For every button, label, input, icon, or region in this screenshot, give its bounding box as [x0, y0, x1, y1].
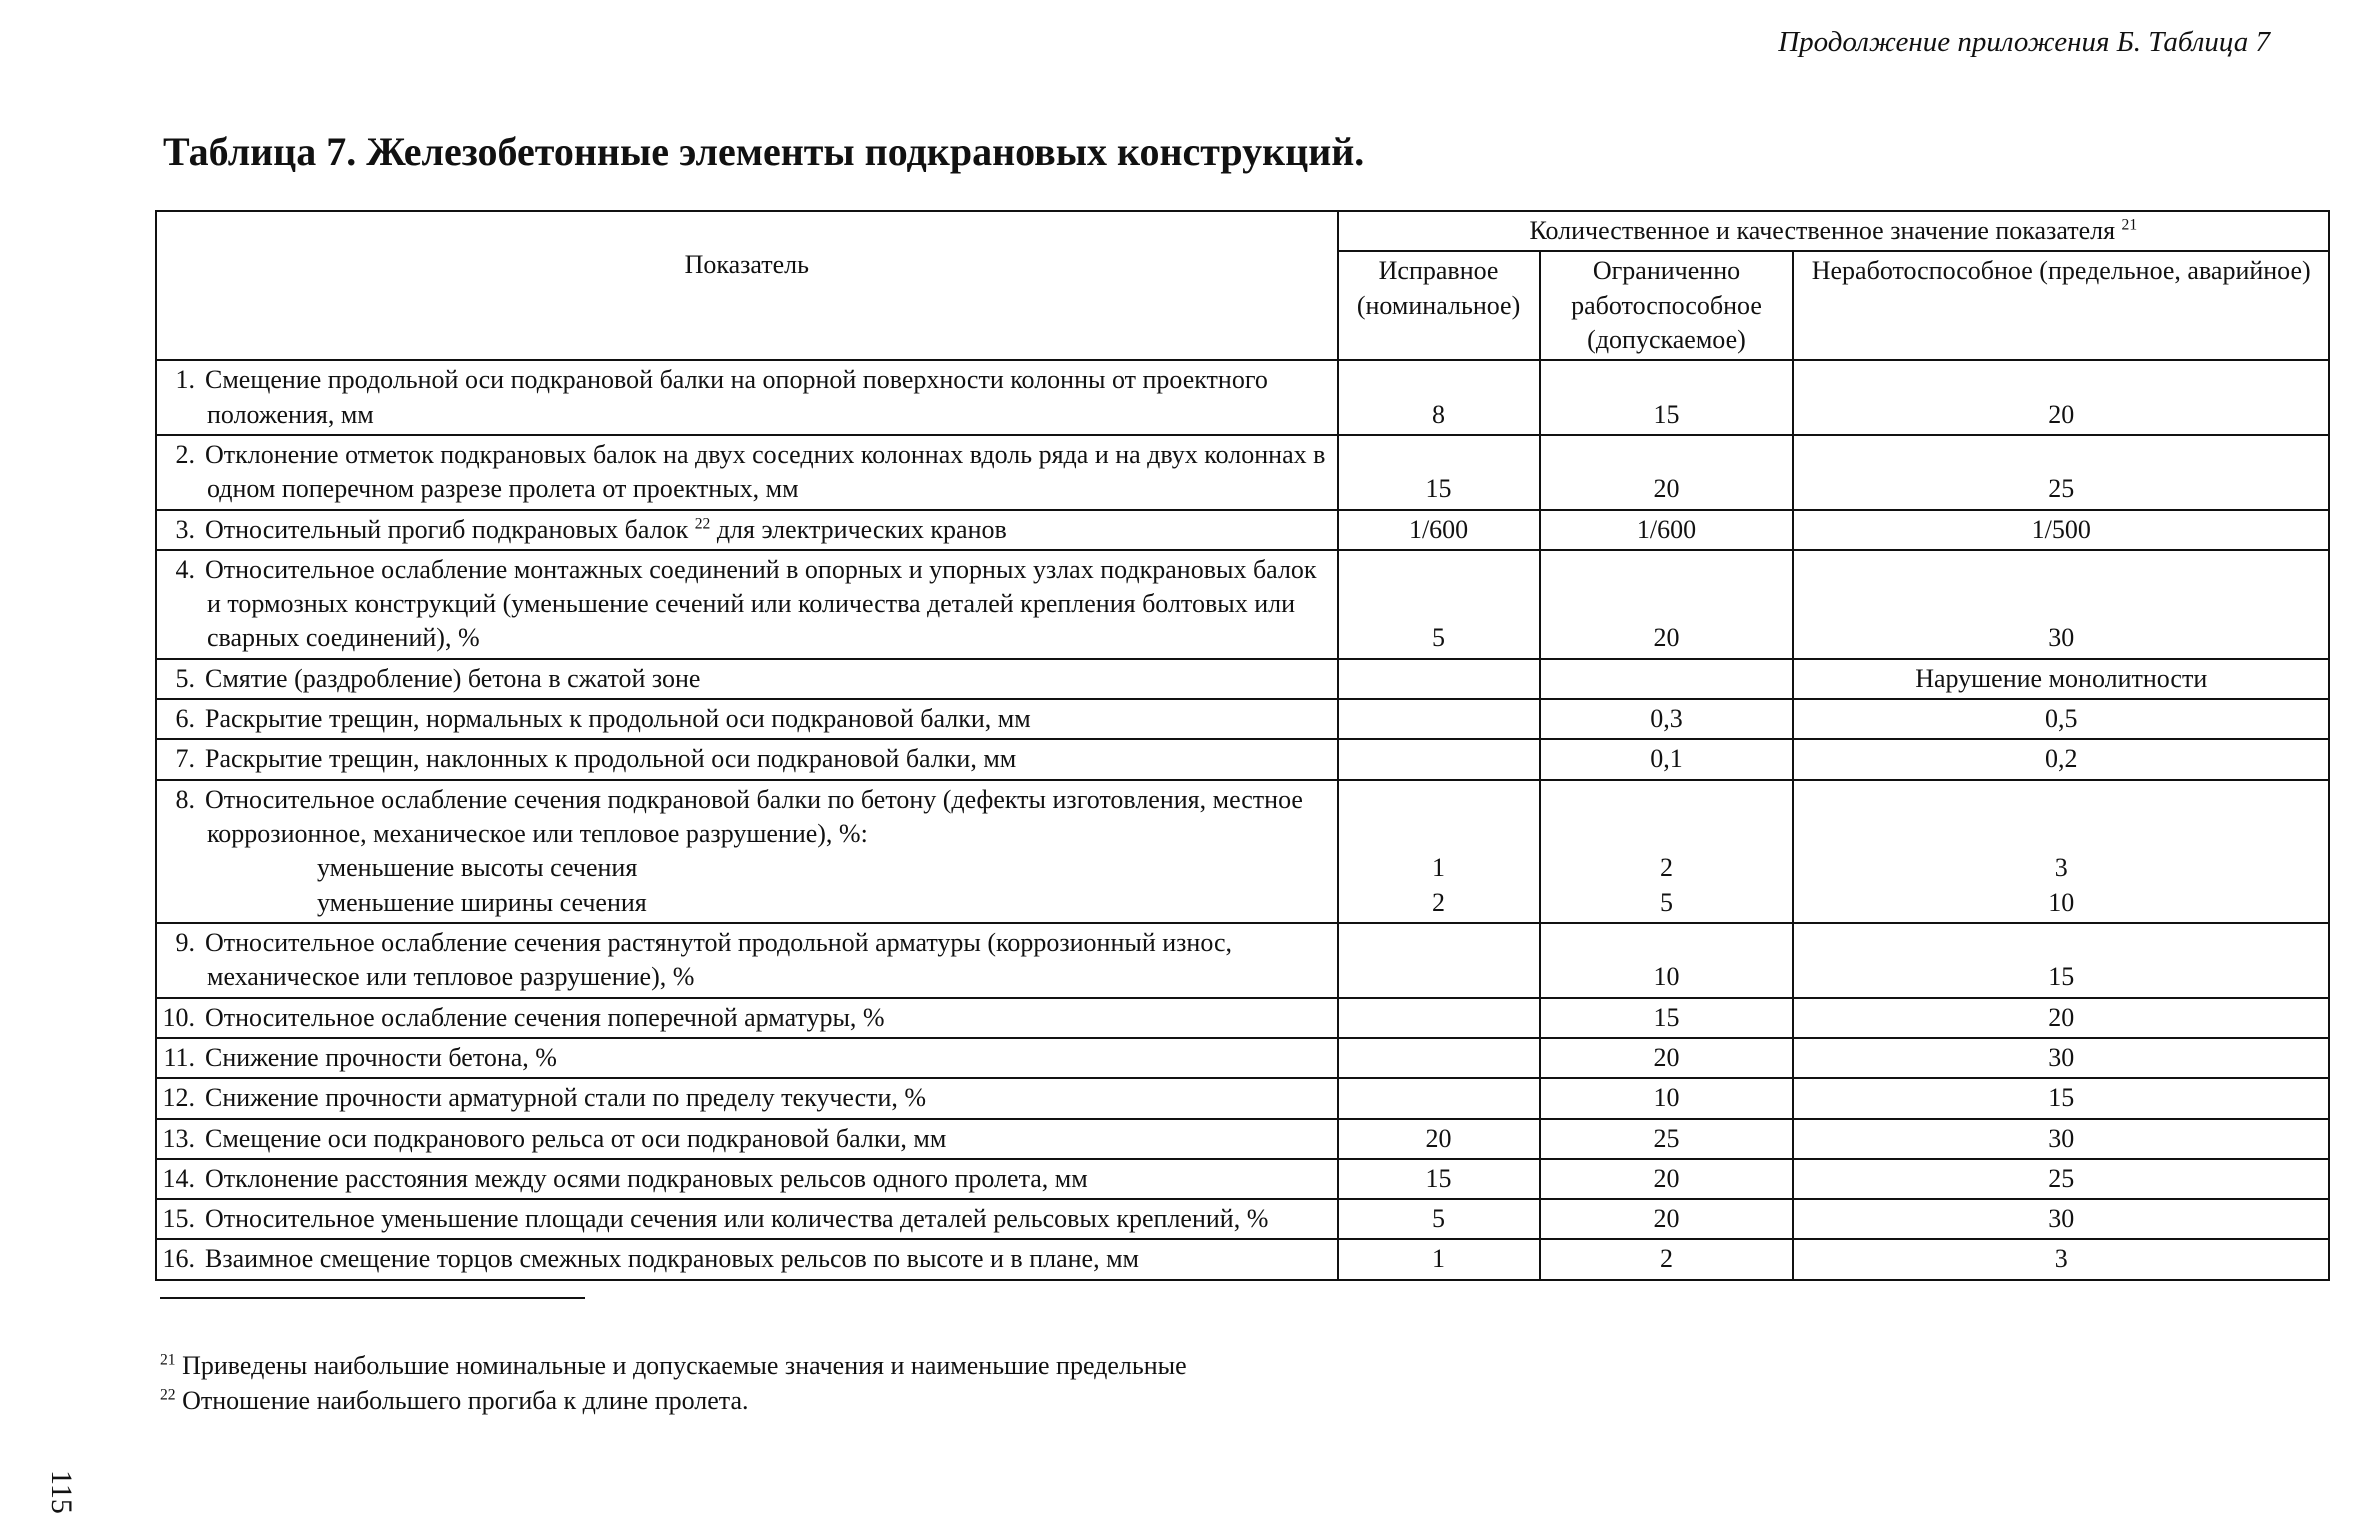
subitem-value: 1	[1432, 853, 1446, 883]
value-nominal	[1338, 699, 1540, 739]
value-permissible: 2	[1540, 1239, 1794, 1279]
row-indicator	[156, 998, 1338, 1038]
row-indicator	[156, 923, 1338, 998]
row-text: для электрических кранов	[716, 514, 1007, 544]
subitem-value: 5	[1659, 887, 1673, 917]
row-indicator	[156, 1119, 1338, 1159]
page-number: 115	[45, 1470, 78, 1514]
row-text: Взаимное смещение торцов смежных подкрановых рельсов по высоте и в плане, мм	[205, 1244, 1139, 1274]
row-text: Отклонение расстояния между осями подкрановых рельсов одного пролета, мм	[205, 1163, 1088, 1193]
row-indicator	[156, 659, 1338, 699]
value-permissible	[1540, 659, 1794, 699]
table-row	[156, 360, 2329, 435]
row-number: 4.	[175, 554, 195, 584]
row-indicator	[156, 1199, 1338, 1239]
row-number: 8.	[175, 784, 195, 814]
value-limit: 30	[1793, 550, 2329, 659]
row-indicator	[156, 550, 1338, 659]
value-permissible: 25	[1540, 1119, 1794, 1159]
row-number: 12.	[162, 1083, 195, 1113]
table-row	[156, 510, 2329, 550]
value-limit: 30	[1793, 1199, 2329, 1239]
row-indicator	[156, 510, 1338, 550]
value-limit: 0,2	[1793, 739, 2329, 779]
row-number: 7.	[175, 744, 195, 774]
row-text: Отклонение отметок подкрановых балок на двух соседних колоннах вдоль ряда и на двух колоннах в одном поперечном разрезе пролета от проектных, мм	[205, 439, 1326, 504]
value-nominal	[1338, 1038, 1540, 1078]
row-number: 9.	[175, 927, 195, 957]
row-number: 13.	[162, 1123, 195, 1153]
value-permissible: 20	[1540, 550, 1794, 659]
value-permissible: 20	[1540, 435, 1794, 510]
row-indicator	[156, 739, 1338, 779]
footnote-ref: 21	[2121, 216, 2138, 234]
value-nominal	[1338, 1078, 1540, 1118]
footnote: $^{21}$ Приведены наибольшие номинальные и допускаемые значения и наименьшие предельные	[160, 1351, 1187, 1380]
value-permissible: 15	[1540, 360, 1794, 435]
value-limit: 25	[1793, 435, 2329, 510]
subitem-value: 2	[1659, 853, 1673, 883]
value-nominal	[1338, 780, 1540, 923]
value-permissible: 1/600	[1540, 510, 1794, 550]
row-indicator	[156, 360, 1338, 435]
row-number: 5.	[175, 663, 195, 693]
row-text: Раскрытие трещин, наклонных к продольной оси подкрановой балки, мм	[205, 744, 1017, 774]
row-indicator	[156, 1038, 1338, 1078]
subitem-value: 10	[2048, 887, 2075, 917]
table-header	[156, 211, 2329, 360]
footnotes	[160, 1348, 1187, 1418]
value-limit: 25	[1793, 1159, 2329, 1199]
subitem-value: 3	[2054, 853, 2068, 883]
value-limit: 15	[1793, 1078, 2329, 1118]
value-permissible: 20	[1540, 1199, 1794, 1239]
value-limit: 30	[1793, 1119, 2329, 1159]
header-group: Количественное и качественное значение показателя $^{21}$	[1338, 211, 2329, 251]
defects-table	[155, 210, 2330, 1281]
value-permissible: 10	[1540, 1078, 1794, 1118]
row-number: 15.	[162, 1204, 195, 1234]
table-row	[156, 923, 2329, 998]
value-limit: 1/500	[1793, 510, 2329, 550]
row-text: Смещение продольной оси подкрановой балки на опорной поверхности колонны от проектного положения, мм	[205, 365, 1268, 429]
row-number: 3.	[175, 514, 195, 544]
row-number: 16.	[162, 1244, 195, 1274]
table-row	[156, 1038, 2329, 1078]
value-permissible: 10	[1540, 923, 1794, 998]
value-nominal: 15	[1338, 1159, 1540, 1199]
footnote-ref: 22	[694, 514, 711, 532]
value-limit: 0,5	[1793, 699, 2329, 739]
value-limit: 15	[1793, 923, 2329, 998]
row-number: 10.	[162, 1002, 195, 1032]
header-col-limit: Неработоспособное (предельное, аварийное)	[1793, 251, 2329, 360]
value-nominal	[1338, 923, 1540, 998]
table-row	[156, 1119, 2329, 1159]
row-number: 11.	[163, 1042, 195, 1072]
running-header: Продолжение приложения Б. Таблица 7	[1778, 26, 2270, 58]
value-nominal: 5	[1338, 550, 1540, 659]
subitem-value: 2	[1432, 887, 1446, 917]
table-row	[156, 1159, 2329, 1199]
row-indicator	[156, 780, 1338, 923]
value-limit: 3	[1793, 1239, 2329, 1279]
footnote: $^{22}$ Отношение наибольшего прогиба к длине пролета.	[160, 1386, 749, 1416]
row-text: Относительное ослабление сечения растянутой продольной арматуры (коррозионный износ, механическое или тепловое разрушение), %	[205, 927, 1233, 992]
row-text: Смещение оси подкранового рельса от оси подкрановой балки, мм	[205, 1123, 947, 1153]
value-nominal: 1	[1338, 1239, 1540, 1279]
table-row	[156, 435, 2329, 510]
row-text: Относительное уменьшение площади сечения или количества деталей рельсовых креплений, %	[205, 1204, 1269, 1234]
table-row	[156, 780, 2329, 923]
table-row	[156, 1199, 2329, 1239]
table-row	[156, 1078, 2329, 1118]
footnote-divider	[160, 1297, 585, 1299]
value-nominal: 8	[1338, 360, 1540, 435]
value-limit	[1793, 780, 2329, 923]
table-row	[156, 739, 2329, 779]
row-number: 6.	[175, 704, 195, 734]
row-text: Относительный прогиб подкрановых балок	[205, 514, 689, 544]
value-permissible: 0,1	[1540, 739, 1794, 779]
row-number: 1.	[175, 365, 195, 395]
value-permissible: 20	[1540, 1159, 1794, 1199]
value-permissible: 20	[1540, 1038, 1794, 1078]
header-col-nominal: Исправное (номинальное)	[1338, 251, 1540, 360]
row-indicator	[156, 435, 1338, 510]
value-limit: 20	[1793, 998, 2329, 1038]
row-text: Снижение прочности бетона, %	[205, 1042, 557, 1072]
header-indicator: Показатель	[156, 211, 1338, 360]
row-text: Относительное ослабление сечения поперечной арматуры, %	[205, 1002, 885, 1032]
value-nominal	[1338, 998, 1540, 1038]
value-nominal: 5	[1338, 1199, 1540, 1239]
value-limit: Нарушение монолитности	[1793, 659, 2329, 699]
row-text: Относительное ослабление монтажных соединений в опорных и упорных узлах подкрановых балок и тормозных конструкций (уменьшение сечений или количества деталей крепления болтовых или сварных соединений), %	[205, 554, 1317, 653]
value-nominal: 1/600	[1338, 510, 1540, 550]
table-row	[156, 659, 2329, 699]
row-text: Смятие (раздробление) бетона в сжатой зоне	[205, 663, 701, 693]
value-nominal	[1338, 739, 1540, 779]
row-number: 14.	[162, 1163, 195, 1193]
value-nominal: 20	[1338, 1119, 1540, 1159]
page-title: Таблица 7. Железобетонные элементы подкрановых конструкций.	[163, 129, 1365, 174]
value-nominal: 15	[1338, 435, 1540, 510]
table-row	[156, 998, 2329, 1038]
value-nominal	[1338, 659, 1540, 699]
value-limit: 30	[1793, 1038, 2329, 1078]
value-permissible	[1540, 780, 1794, 923]
row-indicator	[156, 1239, 1338, 1279]
row-text: Снижение прочности арматурной стали по пределу текучести, %	[205, 1083, 927, 1113]
row-indicator	[156, 699, 1338, 739]
row-text: Раскрытие трещин, нормальных к продольной оси подкрановой балки, мм	[205, 704, 1031, 734]
table-row	[156, 550, 2329, 659]
header-col-permissible: Ограниченно работоспособное (допускаемое)	[1540, 251, 1794, 360]
table-row	[156, 1239, 2329, 1279]
row-indicator	[156, 1159, 1338, 1199]
row-indicator	[156, 1078, 1338, 1118]
value-limit: 20	[1793, 360, 2329, 435]
table-row	[156, 699, 2329, 739]
row-subitem: уменьшение ширины сечения	[317, 887, 647, 917]
value-permissible: 0,3	[1540, 699, 1794, 739]
value-permissible: 15	[1540, 998, 1794, 1038]
row-text: Относительное ослабление сечения подкрановой балки по бетону (дефекты изготовления, местное коррозионное, механическое или тепловое разрушение), %:	[205, 784, 1303, 848]
row-number: 2.	[175, 439, 195, 469]
table-body	[156, 360, 2329, 1280]
row-subitem: уменьшение высоты сечения	[317, 853, 638, 883]
